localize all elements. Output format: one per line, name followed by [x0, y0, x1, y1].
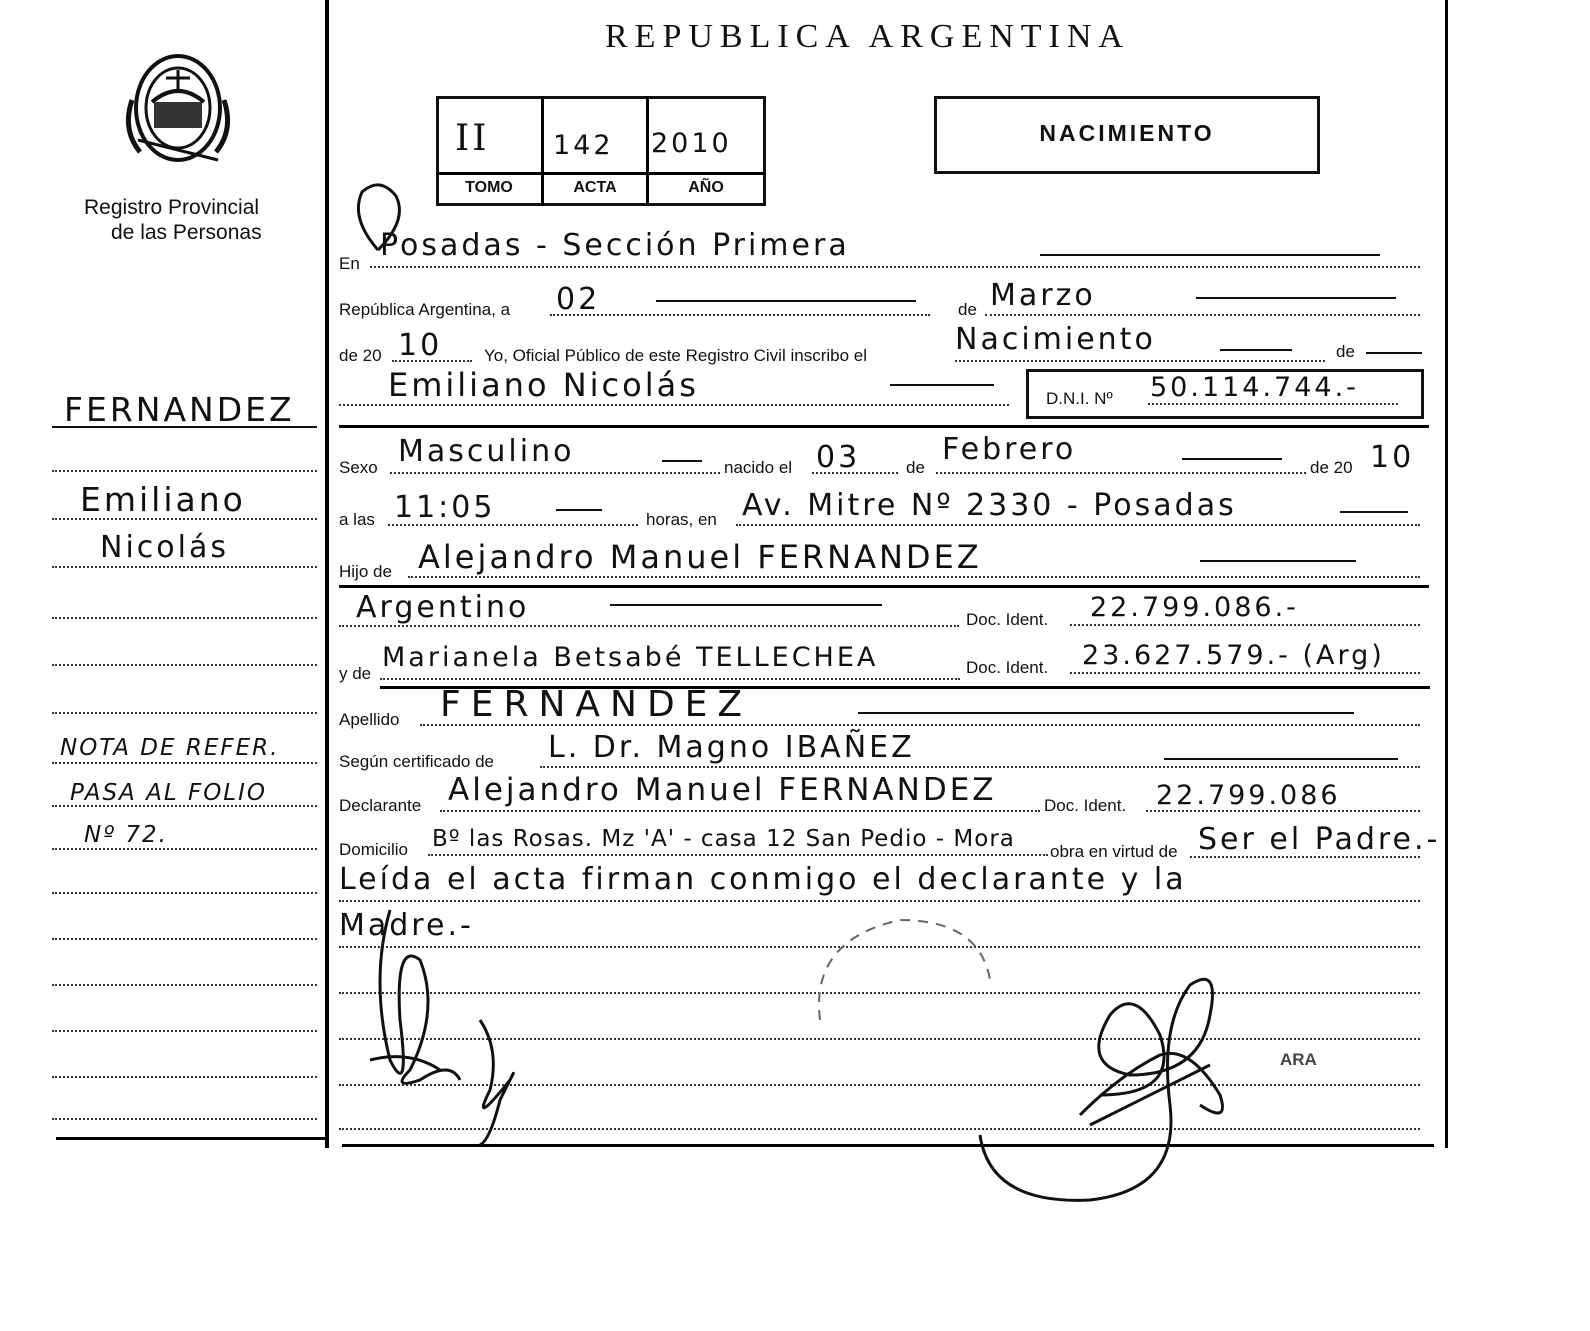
- stamp-fragment: ARA: [1280, 1050, 1317, 1069]
- filler-dash: [556, 509, 602, 511]
- alas-label: a las: [339, 510, 375, 529]
- birth-day-value: 03: [816, 440, 861, 475]
- margin-line: [52, 848, 317, 850]
- apellido-value: FERNANDEZ: [440, 684, 753, 725]
- field-line: [339, 404, 1009, 406]
- field-line: [540, 766, 1420, 768]
- anio-label: AÑO: [688, 179, 724, 196]
- field-line: [390, 472, 720, 474]
- field-line: [736, 524, 1420, 526]
- obra-label: obra en virtud de: [1050, 842, 1178, 861]
- horas-label: horas, en: [646, 510, 717, 529]
- birth-year-suffix-value: 10: [1370, 440, 1415, 475]
- de20-label: de 20: [1310, 458, 1353, 477]
- filler-dash: [1200, 560, 1356, 562]
- tomo-value: II: [455, 118, 490, 159]
- oficial-label: Yo, Oficial Público de este Registro Civil inscribo el: [484, 346, 867, 365]
- margin-line: [52, 712, 317, 714]
- sexo-label: Sexo: [339, 458, 378, 477]
- margin-line: [52, 664, 317, 666]
- acta-value: 142: [553, 130, 614, 161]
- declarante-name-value: Alejandro Manuel FERNANDEZ: [448, 772, 997, 808]
- republica-label: República Argentina, a: [339, 300, 511, 319]
- margin-given-name-1: Emiliano: [80, 480, 246, 519]
- filler-dash: [1164, 758, 1398, 760]
- sexo-value: Masculino: [398, 434, 575, 469]
- filler-dash: [1220, 349, 1292, 351]
- margin-line: [52, 470, 317, 472]
- margin-line: [52, 1030, 317, 1032]
- filler-dash: [1040, 254, 1380, 256]
- field-line: [370, 266, 1420, 268]
- father-doc-value: 22.799.086.-: [1090, 592, 1299, 623]
- filler-dash: [890, 384, 994, 386]
- provincial-seal-logo: [118, 40, 238, 170]
- domicilio-label: Domicilio: [339, 840, 408, 859]
- certificado-label: Según certificado de: [339, 752, 494, 771]
- month-value: Marzo: [990, 278, 1096, 313]
- field-line: [1148, 403, 1398, 405]
- grid-divider: [436, 172, 766, 175]
- nacido-label: nacido el: [724, 458, 793, 477]
- declarante-doc-value: 22.799.086: [1156, 780, 1341, 811]
- margin-line: [52, 1076, 317, 1078]
- declarante-label: Declarante: [339, 796, 422, 815]
- registry-name-line2: de las Personas: [111, 221, 262, 244]
- record-type: NACIMIENTO: [1039, 120, 1215, 146]
- margin-given-name-2: Nicolás: [100, 530, 229, 565]
- field-line: [1070, 672, 1420, 674]
- doc-ident-label-declarante: Doc. Ident.: [1044, 796, 1127, 815]
- margin-bottom-rule: [56, 1137, 326, 1140]
- margin-line: [52, 938, 317, 940]
- birth-place-value: Av. Mitre Nº 2330 - Posadas: [742, 488, 1237, 523]
- de-label-3: de: [906, 458, 925, 477]
- filler-dash: [610, 604, 882, 606]
- mother-name-value: Marianela Betsabé TELLECHEA: [382, 642, 879, 673]
- certificado-value: L. Dr. Magno IBAÑEZ: [548, 730, 915, 765]
- apellido-label: Apellido: [339, 710, 400, 729]
- margin-line: [52, 617, 317, 619]
- field-line: [380, 678, 960, 680]
- place-value: Posadas - Sección Primera: [380, 228, 850, 263]
- closing-line2: Madre.-: [339, 908, 474, 943]
- filler-dash: [1196, 297, 1396, 299]
- hijo-label: Hijo de: [339, 562, 392, 581]
- margin-line: [52, 762, 317, 764]
- field-line: [1070, 624, 1420, 626]
- margin-line: [52, 984, 317, 986]
- section-rule: [339, 425, 1429, 428]
- filler-dash: [1340, 511, 1408, 513]
- field-line: [936, 472, 1306, 474]
- doc-ident-label-father: Doc. Ident.: [966, 610, 1049, 629]
- en-label: En: [339, 254, 360, 273]
- field-line: [955, 360, 1325, 362]
- field-line: [408, 576, 1420, 578]
- anio-value: 2010: [651, 128, 732, 159]
- tomo-label: TOMO: [465, 179, 513, 196]
- field-line: [440, 810, 1040, 812]
- year-suffix-value: 10: [398, 328, 443, 363]
- father-name-value: Alejandro Manuel FERNANDEZ: [418, 538, 982, 576]
- field-line: [339, 625, 959, 627]
- margin-note-line3: Nº 72.: [84, 822, 168, 848]
- father-nationality-value: Argentino: [356, 590, 530, 625]
- inscribed-type-value: Nacimiento: [955, 322, 1156, 357]
- doc-ident-label-mother: Doc. Ident.: [966, 658, 1049, 677]
- margin-line: [52, 566, 317, 568]
- margin-note-line2: PASA AL FOLIO: [70, 780, 267, 806]
- dni-value: 50.114.744.-: [1150, 372, 1359, 403]
- officer-signature: [960, 955, 1250, 1215]
- year-prefix-label: de 20: [339, 346, 382, 365]
- filler-dash: [1366, 352, 1422, 354]
- de-label-2: de: [1336, 342, 1355, 361]
- country-title: REPUBLICA ARGENTINA: [605, 18, 1130, 55]
- field-line: [550, 314, 930, 316]
- margin-line: [52, 1118, 317, 1120]
- registry-name-line1: Registro Provincial: [84, 196, 260, 219]
- birth-time-value: 11:05: [394, 490, 496, 525]
- declarant-signature: [350, 900, 550, 1150]
- filler-dash: [1182, 458, 1282, 460]
- right-border: [1445, 0, 1448, 1148]
- filler-dash: [662, 460, 702, 462]
- day-value: 02: [556, 282, 601, 317]
- margin-surname: FERNANDEZ: [64, 390, 295, 429]
- closing-line1: Leída el acta firman conmigo el declarante y la: [339, 862, 1187, 897]
- filler-dash: [656, 300, 916, 302]
- section-rule: [339, 585, 1429, 588]
- acta-label: ACTA: [573, 179, 617, 196]
- child-name-value: Emiliano Nicolás: [388, 366, 699, 404]
- margin-divider: [325, 0, 329, 1148]
- mother-doc-value: 23.627.579.- (Arg): [1082, 640, 1385, 671]
- dni-label: D.N.I. Nº: [1046, 389, 1113, 408]
- obra-value: Ser el Padre.-: [1198, 822, 1441, 857]
- filler-dash: [858, 712, 1354, 714]
- domicilio-value: Bº las Rosas. Mz 'A' - casa 12 San Pedio - Mora: [432, 826, 1015, 852]
- field-line: [428, 854, 1048, 856]
- field-line: [985, 314, 1420, 316]
- birth-month-value: Febrero: [942, 432, 1077, 467]
- margin-note-line1: NOTA DE REFER.: [60, 735, 280, 761]
- yde-label: y de: [339, 664, 372, 683]
- margin-line: [52, 892, 317, 894]
- de-label: de: [958, 300, 977, 319]
